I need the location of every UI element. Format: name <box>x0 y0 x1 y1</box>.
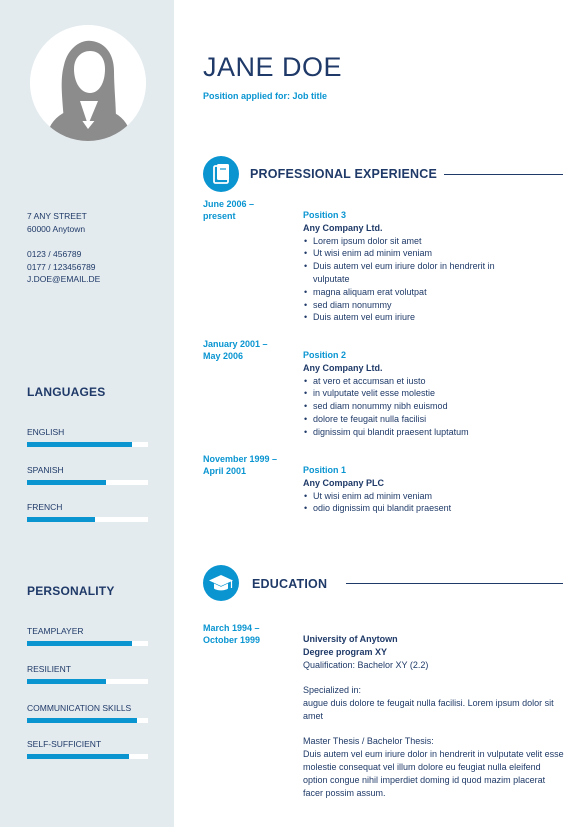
specialized-text: augue duis dolore te feugait nulla facilisi. Lorem ipsum dolor sit amet <box>303 697 554 721</box>
job-company: Any Company Ltd. <box>303 222 383 233</box>
job-position: Position 1 <box>303 465 347 475</box>
job-position: Position 3 <box>303 210 347 220</box>
date-end: May 2006 <box>203 351 244 361</box>
skill-label: FRENCH <box>27 502 63 512</box>
list-item: • at vero et accumsan et iusto <box>303 375 565 388</box>
thesis-text: Duis autem vel eum iriure dolor in hendrerit in vulputate velit esse molestie consequat vel illum dolore eu feugiat nulla eleifend option congue nihil imperdiet doming id quod mazim placerat facer possim assum. <box>303 749 564 798</box>
graduation-cap-icon <box>203 565 239 601</box>
job-date <box>203 338 298 362</box>
street-text: 7 ANY STREET <box>27 211 87 221</box>
skill-fill <box>27 718 137 723</box>
skill-fill <box>27 754 129 759</box>
job-duties <box>303 490 565 516</box>
language-skill <box>27 427 148 447</box>
city-text: 60000 Anytown <box>27 223 86 234</box>
skill-fill <box>27 517 95 522</box>
list-item: • dolore te feugait nulla facilisi <box>303 413 565 426</box>
contact-phones <box>27 248 100 286</box>
phone-text: 0123 / 456789 <box>27 249 82 259</box>
languages-heading: LANGUAGES <box>27 385 106 399</box>
skill-bar <box>27 480 148 485</box>
position-applied <box>203 91 327 101</box>
job-date <box>203 198 298 222</box>
list-item: • magna aliquam erat volutpat <box>303 286 565 299</box>
date-start: June 2006 – <box>203 199 255 209</box>
personality-skill <box>27 739 148 759</box>
skill-bar <box>27 442 148 447</box>
date-start: March 1994 – <box>203 623 260 633</box>
list-item: • Duis autem vel eum iriure <box>303 311 565 324</box>
list-item: • dignissim qui blandit praesent luptatum <box>303 426 565 439</box>
date-end: present <box>203 211 236 221</box>
school-name: University of Anytown <box>303 634 398 644</box>
job-company: Any Company PLC <box>303 477 385 488</box>
date-start: November 1999 – <box>203 454 278 464</box>
mobile-text: 0177 / 123456789 <box>27 261 96 272</box>
job-duties <box>303 375 565 439</box>
skill-bar <box>27 754 148 759</box>
skill-bar <box>27 718 148 723</box>
education-heading: EDUCATION <box>252 577 328 591</box>
list-item: • Ut wisi enim ad minim veniam <box>303 247 565 260</box>
job-entry <box>303 464 565 515</box>
skill-fill <box>27 480 106 485</box>
position-applied-value: Job title <box>292 91 328 101</box>
job-entry <box>303 209 565 324</box>
list-item: • Lorem ipsum dolor sit amet <box>303 235 565 248</box>
personality-skill <box>27 664 148 684</box>
date-end: April 2001 <box>203 466 247 476</box>
spacer <box>303 671 565 684</box>
skill-fill <box>27 679 106 684</box>
skill-label: RESILIENT <box>27 664 71 674</box>
personality-skill <box>27 703 148 723</box>
date-start: January 2001 – <box>203 339 268 349</box>
list-item: • Ut wisi enim ad minim veniam <box>303 490 565 503</box>
list-item: • in vulputate velit esse molestie <box>303 387 565 400</box>
skill-bar <box>27 517 148 522</box>
list-item: • Duis autem vel eum iriure dolor in hendrerit in vulputate <box>303 260 498 286</box>
education-entry <box>303 633 565 799</box>
education-date <box>203 622 298 646</box>
skill-label: TEAMPLAYER <box>27 626 84 636</box>
experience-heading: PROFESSIONAL EXPERIENCE <box>250 167 438 181</box>
qualification-text: Qualification: Bachelor XY (2.2) <box>303 659 429 670</box>
job-company: Any Company Ltd. <box>303 362 383 373</box>
thesis-label: Master Thesis / Bachelor Thesis: <box>303 736 434 747</box>
list-item: • sed diam nonummy <box>303 299 565 312</box>
skill-bar <box>27 641 148 646</box>
list-item: • sed diam nonummy nibh euismod <box>303 400 565 413</box>
skill-label: COMMUNICATION SKILLS <box>27 703 132 713</box>
sidebar <box>0 0 174 827</box>
section-divider <box>444 174 563 175</box>
skill-label: SELF-SUFFICIENT <box>27 739 102 749</box>
specialized-label: Specialized in: <box>303 685 362 696</box>
email-text: J.DOE@EMAIL.DE <box>27 274 101 284</box>
language-skill <box>27 465 148 485</box>
list-item: • odio dignissim qui blandit praesent <box>303 502 565 515</box>
personality-heading: PERSONALITY <box>27 584 115 598</box>
position-applied-label: Position applied for: <box>203 91 290 101</box>
contact-address <box>27 210 87 235</box>
personality-skill <box>27 626 148 646</box>
skill-fill <box>27 442 132 447</box>
book-icon <box>203 156 239 192</box>
job-position: Position 2 <box>303 350 347 360</box>
skill-label: SPANISH <box>27 465 64 475</box>
degree-program: Degree program XY <box>303 646 388 657</box>
language-skill <box>27 502 148 522</box>
avatar <box>30 25 146 141</box>
person-silhouette-icon <box>30 25 146 141</box>
section-divider <box>346 583 563 584</box>
skill-label: ENGLISH <box>27 427 65 437</box>
date-end: October 1999 <box>203 635 261 645</box>
skill-fill <box>27 641 132 646</box>
candidate-name: JANE DOE <box>203 52 343 82</box>
job-date <box>203 453 298 477</box>
spacer <box>303 723 565 736</box>
job-duties <box>303 235 565 325</box>
job-entry <box>303 349 565 439</box>
skill-bar <box>27 679 148 684</box>
